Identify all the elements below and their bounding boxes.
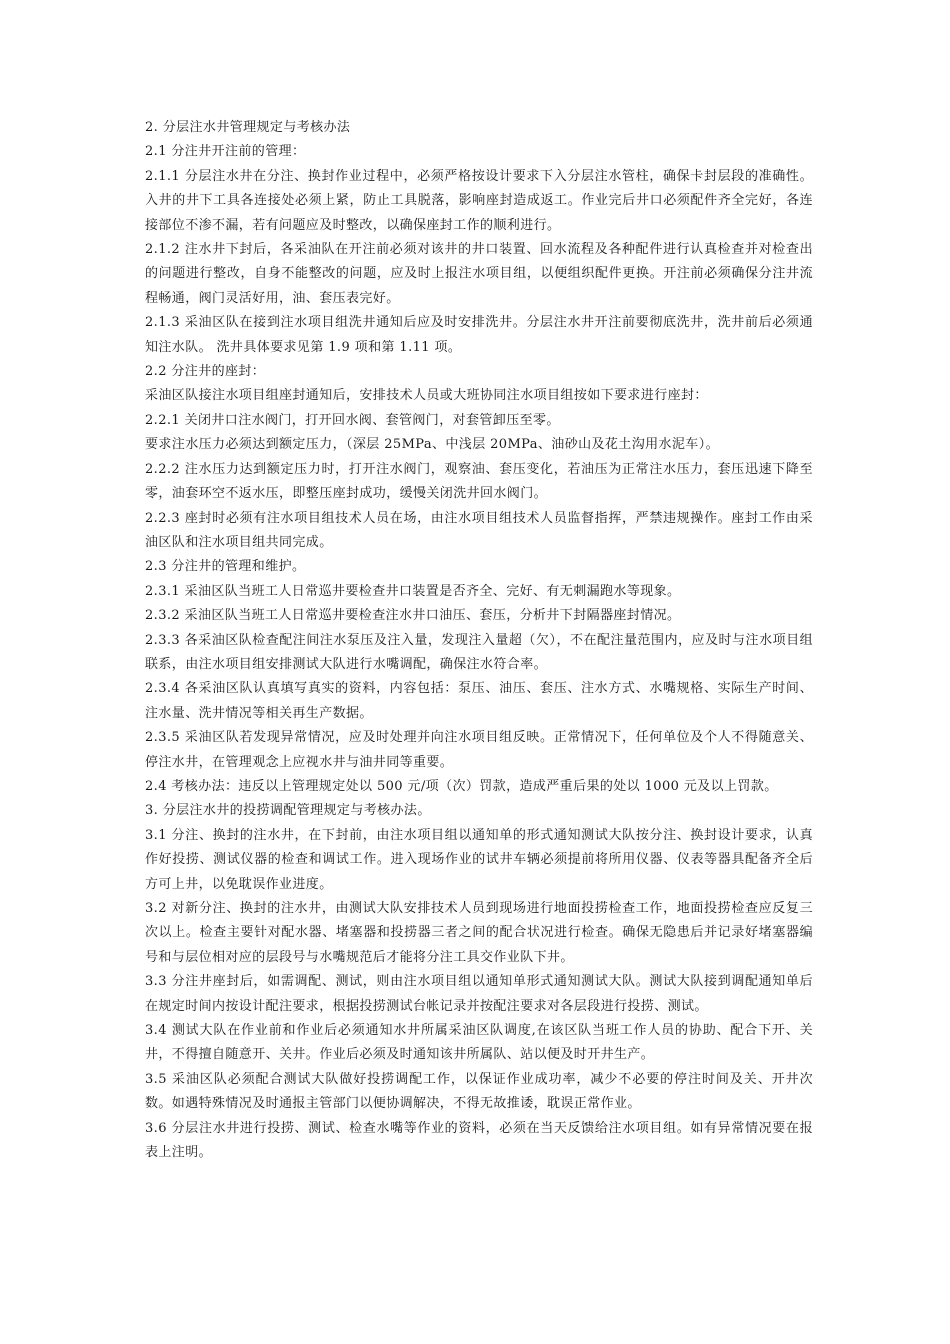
paragraph-3-3: 3.3 分注井座封后，如需调配、测试，则由注水项目组以通知单形式通知测试大队。测试大队接到调配通知单后在规定时间内按设计配注要求，根据投捞测试台帐记录并按配注要求对各层段进行投捞、测试。: [145, 974, 813, 1014]
paragraph-2-3-4: 2.3.4 各采油区队认真填写真实的资料，内容包括：泵压、油压、套压、注水方式、水嘴规格、实际生产时间、注水量、洗井情况等相关再生产数据。: [145, 681, 813, 721]
paragraph-3-2: 3.2 对新分注、换封的注水井，由测试大队安排技术人员到现场进行地面投捞检查工作，地面投捞检查应反复三次以上。检查主要针对配水器、堵塞器和投捞器三者之间的配合状况进行检查。确保无隐患后并记录好堵塞器编号和与层位相对应的层段号与水嘴规范后才能将分注工具交作业队下井。: [145, 901, 813, 965]
paragraph-2-2-3: 2.2.3 座封时必须有注水项目组技术人员在场，由注水项目组技术人员监督指挥，严禁违规操作。座封工作由采油区队和注水项目组共同完成。: [145, 510, 813, 550]
paragraph-3-5: 3.5 采油区队必须配合测试大队做好投捞调配工作，以保证作业成功率，减少不必要的停注时间及关、开井次数。如遇特殊情况及时通报主管部门以便协调解决，不得无故推诿，耽误正常作业。: [145, 1071, 813, 1112]
paragraph-2-3-2: 2.3.2 采油区队当班工人日常巡井要检查注水井口油压、套压，分析井下封隔器座封情况。: [145, 608, 681, 624]
subsection-heading-2-2: 2.2 分注井的座封：: [145, 364, 266, 380]
paragraph-2-1-1: 2.1.1 分层注水井在分注、换封作业过程中，必须严格按设计要求下入分层注水管柱，确保卡封层段的准确性。入井的井下工具各连接处必须上紧，防止工具脱落，影响座封造成返工。作业完后井口必须配件齐全完好，各连接部位不渗不漏，若有问题应及时整改，以确保座封工作的顺利进行。: [145, 168, 813, 233]
subsection-heading-2-1: 2.1 分注井开注前的管理：: [145, 144, 306, 160]
paragraph-2-3-3: 2.3.3 各采油区队检查配注间注水泵压及注入量，发现注入量超（欠），不在配注量范围内，应及时与注水项目组联系，由注水项目组安排测试大队进行水嘴调配，确保注水符合率。: [145, 632, 813, 672]
section-heading-3: 3. 分层注水井的投捞调配管理规定与考核办法。: [145, 803, 431, 819]
paragraph-2-1-3: 2.1.3 采油区队在接到注水项目组洗井通知后应及时安排洗井。分层注水井开注前要彻底洗井，洗井前后必须通知注水队。 洗井具体要求见第 1.9 项和第 1.11 项。: [145, 315, 813, 355]
paragraph-2-2-1-requirement: 要求注水压力必须达到额定压力，（深层 25MPa、中浅层 20MPa、油砂山及花土沟用水泥车）。: [145, 437, 719, 453]
subsection-heading-2-3: 2.3 分注井的管理和维护。: [145, 559, 306, 575]
section-heading-2: 2. 分层注水井管理规定与考核办法: [145, 120, 351, 135]
paragraph-2-2-intro: 采油区队接注水项目组座封通知后，安排技术人员或大班协同注水项目组按如下要求进行座封：: [145, 388, 708, 404]
paragraph-2-2-1: 2.2.1 关闭井口注水阀门，打开回水阀、套管阀门，对套管卸压至零。: [145, 412, 560, 428]
paragraph-2-3-5: 2.3.5 采油区队若发现异常情况，应及时处理并向注水项目组反映。正常情况下，任何单位及个人不得随意关、停注水井，在管理观念上应视水井与油井同等重要。: [145, 730, 813, 770]
document-page: [145, 116, 813, 1165]
paragraph-3-6: 3.6 分层注水井进行投捞、测试、检查水嘴等作业的资料，必须在当天反馈给注水项目组。如有异常情况要在报表上注明。: [145, 1120, 813, 1161]
paragraph-3-1: 3.1 分注、换封的注水井，在下封前，由注水项目组以通知单的形式通知测试大队按分注、换封设计要求，认真作好投捞、测试仪器的检查和调试工作。进入现场作业的试井车辆必须提前将所用仪器、仪表等器具配备齐全后方可上井，以免耽误作业进度。: [145, 827, 813, 892]
paragraph-3-4: 3.4 测试大队在作业前和作业后必须通知水井所属采油区队调度,在该区队当班工作人员的协助、配合下开、关井，不得擅自随意开、关井。作业后必须及时通知该井所属队、站以便及时开井生产。: [145, 1023, 813, 1063]
paragraph-2-2-2: 2.2.2 注水压力达到额定压力时，打开注水阀门，观察油、套压变化，若油压为正常注水压力，套压迅速下降至零，油套环空不返水压，即整压座封成功，缓慢关闭洗井回水阀门。: [145, 461, 813, 502]
paragraph-2-4: 2.4 考核办法：违反以上管理规定处以 500 元/项（次）罚款，造成严重后果的处以 1000 元及以上罚款。: [145, 778, 778, 794]
paragraph-2-1-2: 2.1.2 注水井下封后，各采油队在开注前必须对该井的井口装置、回水流程及各种配件进行认真检查并对检查出的问题进行整改，自身不能整改的问题，应及时上报注水项目组，以便组织配件更换。开注前必须确保分注井流程畅通，阀门灵活好用，油、套压表完好。: [145, 242, 813, 306]
paragraph-2-3-1: 2.3.1 采油区队当班工人日常巡井要检查井口装置是否齐全、完好、有无刺漏跑水等现象。: [145, 583, 681, 599]
